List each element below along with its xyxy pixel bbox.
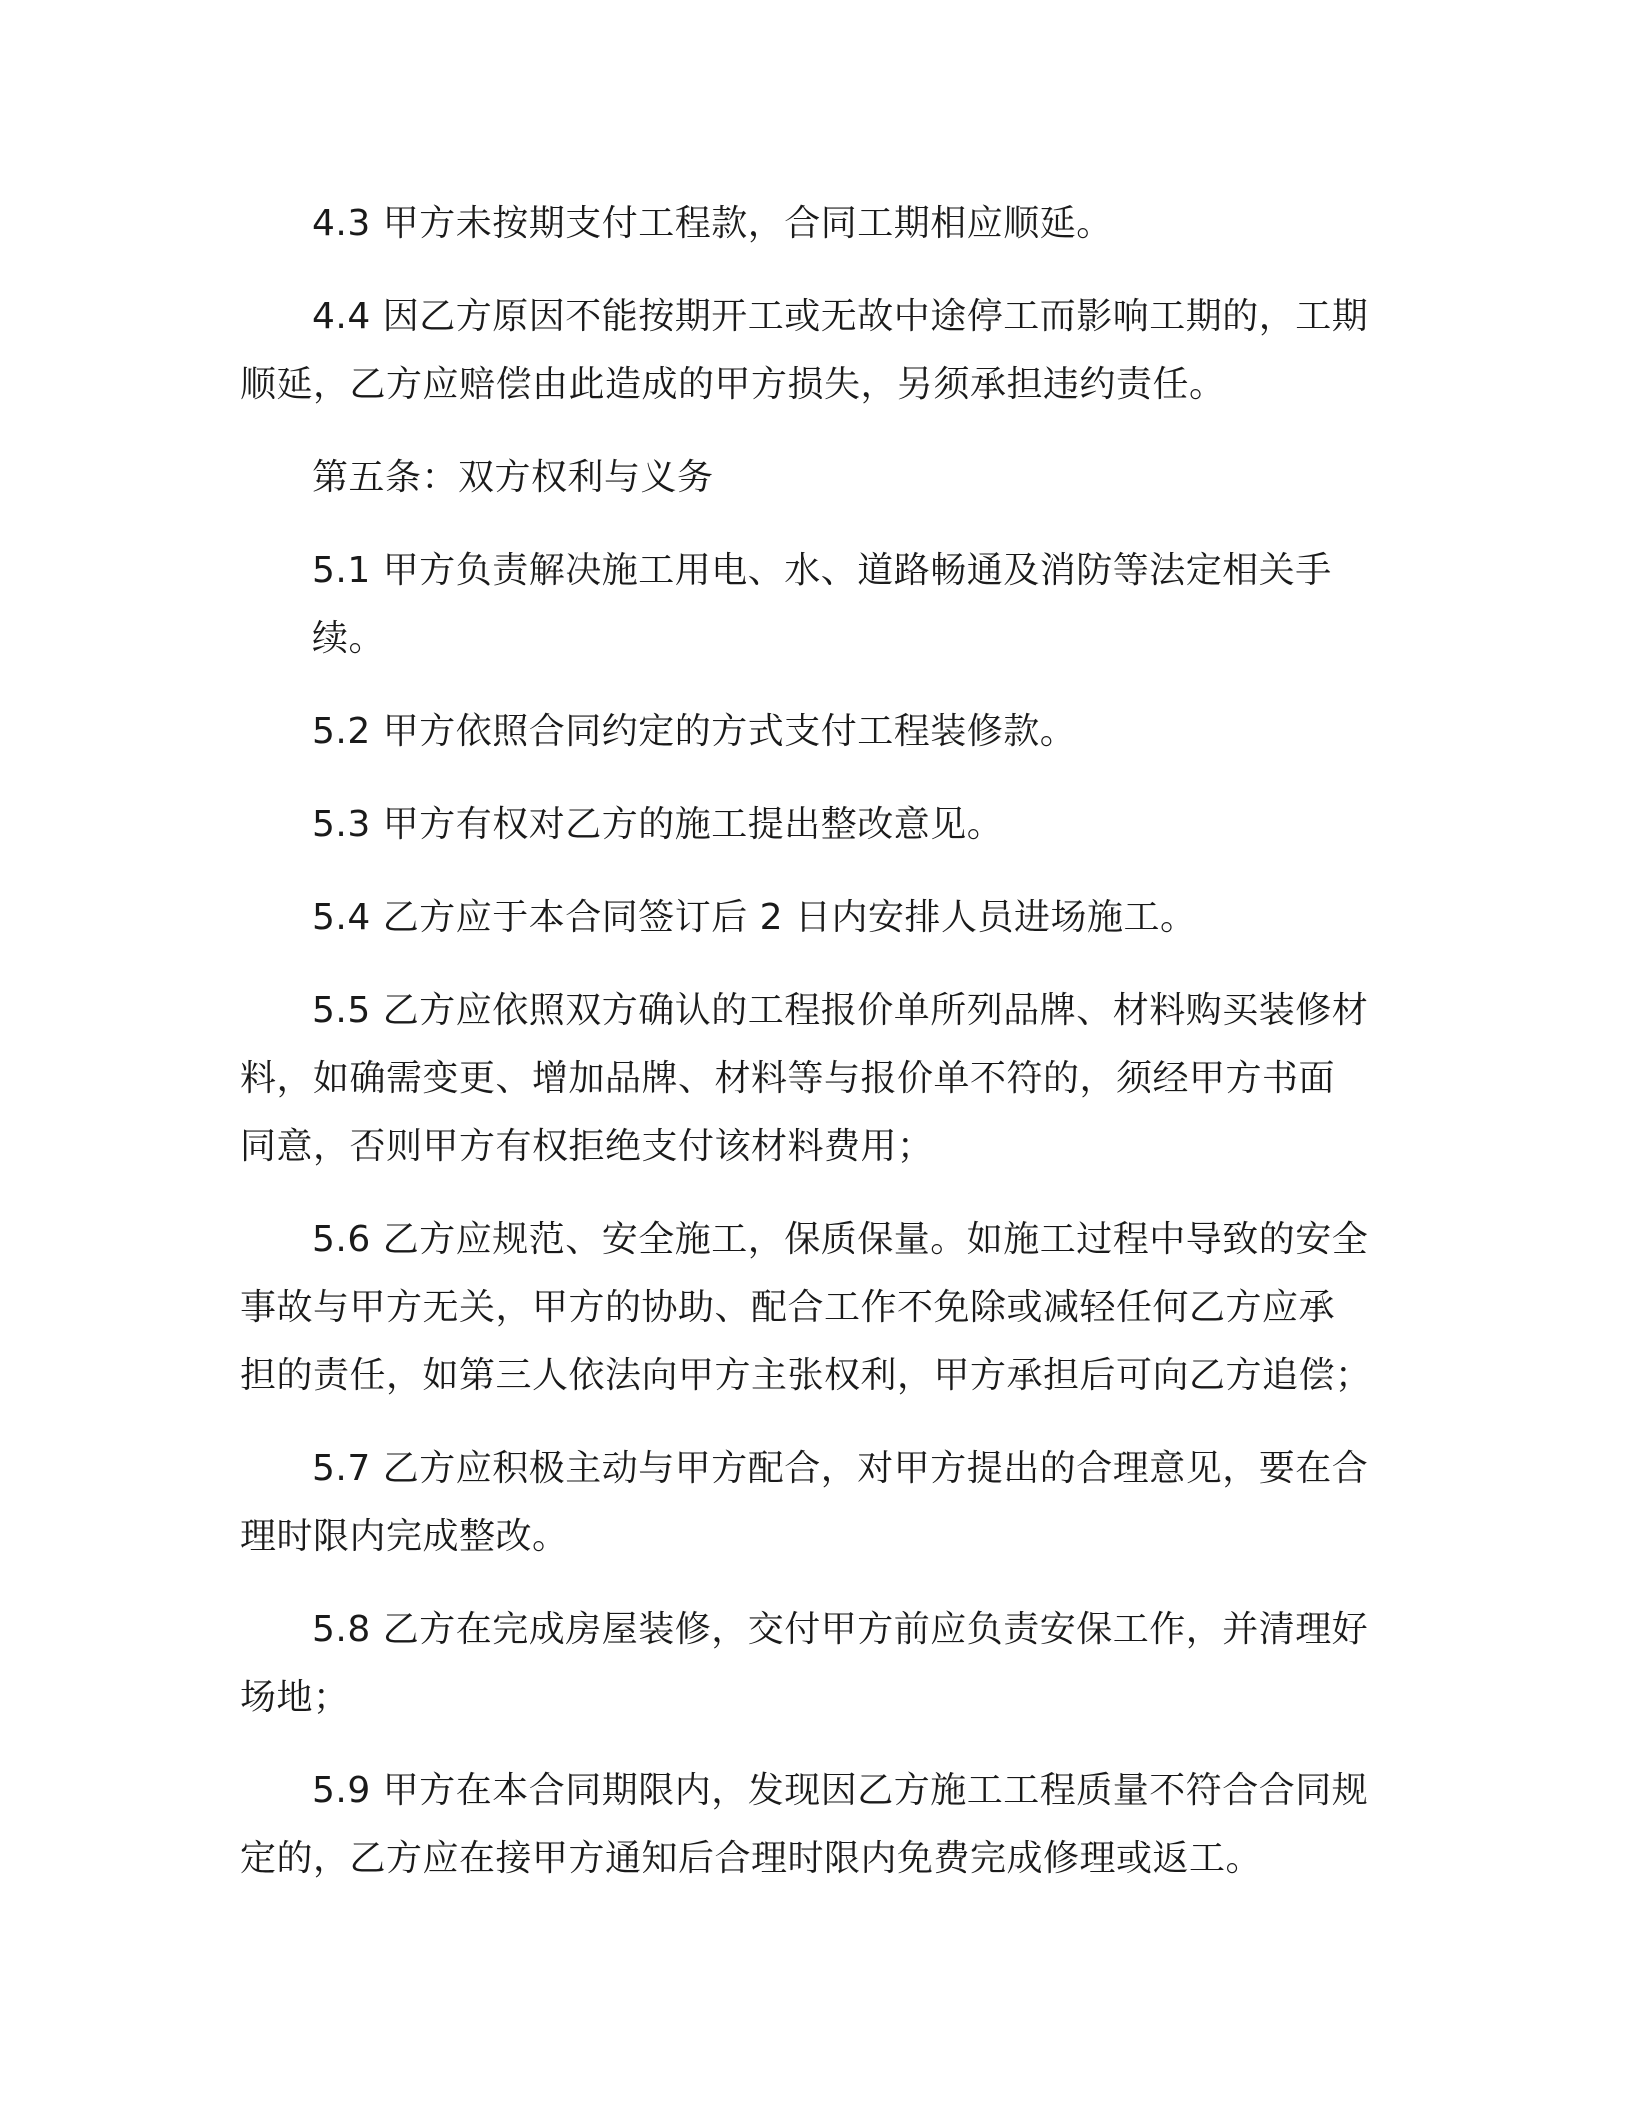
clause-5-9-line-1: 5.9 甲方在本合同期限内，发现因乙方施工工程质量不符合合同规: [312, 1770, 1369, 1811]
clause-5-7-line-1: 5.7 乙方应积极主动与甲方配合，对甲方提出的合理意见，要在合: [312, 1448, 1369, 1489]
clause-5-6-line-2: 事故与甲方无关，甲方的协助、配合工作不免除或减轻任何乙方应承: [240, 1287, 1336, 1328]
clause-5-5-line-2: 料，如确需变更、增加品牌、材料等与报价单不符的，须经甲方书面: [240, 1058, 1336, 1099]
clause-5-5: [240, 977, 1400, 1181]
article-5-heading: [240, 444, 1400, 512]
clause-5-1-line-1: 5.1 甲方负责解决施工用电、水、道路畅通及消防等法定相关手续。: [312, 550, 1332, 659]
clause-5-8: [240, 1596, 1400, 1732]
clause-5-4: [240, 884, 1400, 952]
clause-4-3: [240, 190, 1400, 258]
clause-5-5-line-3: 同意，否则甲方有权拒绝支付该材料费用；: [240, 1126, 934, 1167]
clause-5-7: [240, 1435, 1400, 1571]
article-5-heading-text: 第五条：双方权利与义务: [312, 457, 714, 498]
clause-5-4-line-1: 5.4 乙方应于本合同签订后 2 日内安排人员进场施工。: [312, 897, 1197, 938]
clause-5-6: [240, 1206, 1400, 1410]
clause-4-3-line-1: 4.3 甲方未按期支付工程款，合同工期相应顺延。: [312, 203, 1113, 244]
clause-4-4-line-2: 顺延，乙方应赔偿由此造成的甲方损失，另须承担违约责任。: [240, 364, 1226, 405]
clause-5-3-line-1: 5.3 甲方有权对乙方的施工提出整改意见。: [312, 804, 1004, 845]
clause-5-6-line-1: 5.6 乙方应规范、安全施工，保质保量。如施工过程中导致的安全: [312, 1219, 1369, 1260]
document-body: [240, 190, 1400, 1918]
clause-5-7-line-2: 理时限内完成整改。: [240, 1516, 569, 1557]
clause-5-8-line-1: 5.8 乙方在完成房屋装修，交付甲方前应负责安保工作，并清理好: [312, 1609, 1369, 1650]
clause-5-9: [240, 1757, 1400, 1893]
clause-5-3: [240, 791, 1400, 859]
clause-5-2: [240, 698, 1400, 766]
clause-5-6-line-3: 担的责任，如第三人依法向甲方主张权利，甲方承担后可向乙方追偿；: [240, 1355, 1372, 1396]
clause-5-8-line-2: 场地；: [240, 1677, 350, 1718]
clause-4-4-line-1: 4.4 因乙方原因不能按期开工或无故中途停工而影响工期的，工期: [312, 296, 1369, 337]
clause-4-4: [240, 283, 1400, 419]
clause-5-5-line-1: 5.5 乙方应依照双方确认的工程报价单所列品牌、材料购买装修材: [312, 990, 1369, 1031]
clause-5-9-line-2: 定的，乙方应在接甲方通知后合理时限内免费完成修理或返工。: [240, 1838, 1263, 1879]
clause-5-2-line-1: 5.2 甲方依照合同约定的方式支付工程装修款。: [312, 711, 1077, 752]
clause-5-1: [240, 537, 1400, 673]
